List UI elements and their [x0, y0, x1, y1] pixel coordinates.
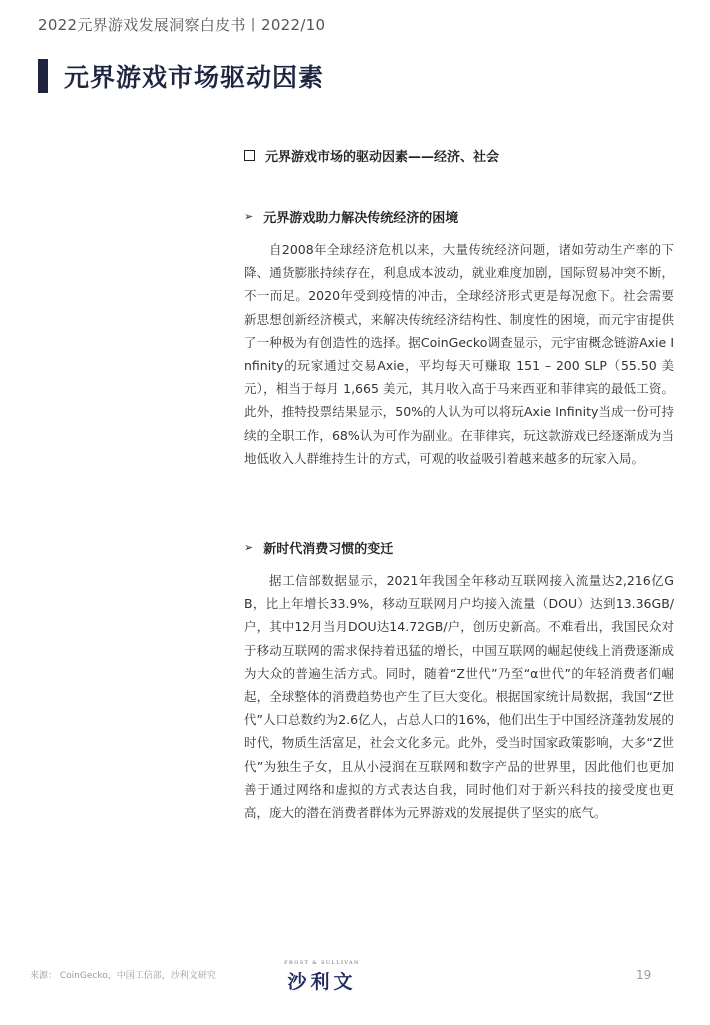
checkbox-bullet-icon — [244, 150, 255, 161]
document-header: 2022元界游戏发展洞察白皮书丨2022/10 — [38, 16, 326, 34]
page-number: 19 — [636, 968, 652, 982]
footer-source: 来源： CoinGecko，中国工信部，沙利文研究 — [30, 971, 216, 981]
page-title: 元界游戏市场驱动因素 — [64, 63, 325, 92]
subheading-consumption — [244, 538, 674, 557]
title-accent-bar — [38, 59, 48, 93]
subheading-economy — [244, 207, 674, 226]
section-heading — [244, 146, 499, 165]
arrow-bullet-icon: ➢ — [244, 541, 254, 554]
subheading-consumption-text: 新时代消费习惯的变迁 — [263, 542, 394, 557]
block-economy — [244, 207, 674, 470]
page-title-block — [38, 58, 324, 94]
arrow-bullet-icon: ➢ — [244, 210, 254, 223]
paragraph-economy: 自2008年全球经济危机以来，大量传统经济问题，诸如劳动生产率的下降、通货膨胀持续存在，利息成本波动，就业难度加剧，国际贸易冲突不断，不一而足。2020年受到疫情的冲击，全球经济形式更是每况愈下。社会需要新思想创新经济模式，来解决传统经济结构性、制度性的困境，而元宇宙提供了一种极为有创造性的选择。据CoinGecko调查显示，元宇宙概念链游Axie Infinity的玩家通过交易Axie，平均每天可赚取 151 – 200 SLP（55.50 美元），相当于每月 1,665 美元，其月收入高于马来西亚和菲律宾的最低工资。此外，推特投票结果显示，50%的人认为可以将玩Axie Infinity当成一份可持续的全职工作，68%认为可作为副业。在菲律宾，玩这款游戏已经逐渐成为当地低收入人群维持生计的方式，可观的收益吸引着越来越多的玩家入局。 — [244, 242, 674, 466]
block-consumption — [244, 538, 674, 824]
section-heading-text: 元界游戏市场的驱动因素——经济、社会 — [265, 150, 500, 165]
paragraph-consumption: 据工信部数据显示，2021年我国全年移动互联网接入流量达2,216亿GB，比上年增长33.9%，移动互联网月户均接入流量（DOU）达到13.36GB/户，其中12月当月DOU达14.72GB/户，创历史新高。不难看出，我国民众对于移动互联网的需求保持着迅猛的增长，中国互联网的崛起使线上消费逐渐成为大众的普遍生活方式。同时，随着“Z世代”乃至“α世代”的年轻消费者们崛起，全球整体的消费趋势也产生了巨大变化。根据国家统计局数据，我国“Z世代”人口总数约为2.6亿人，占总人口的16%，他们出生于中国经济蓬勃发展的时代，物质生活富足，社会文化多元。此外，受当时国家政策影响，大多“Z世代”为独生子女，且从小浸润在互联网和数字产品的世界里，因此他们也更加善于通过网络和虚拟的方式表达自我，同时他们对于新兴科技的接受度也更高，庞大的潜在消费者群体为元界游戏的发展提供了坚实的底气。 — [244, 573, 674, 821]
subheading-economy-text: 元界游戏助力解决传统经济的困境 — [263, 211, 459, 226]
frost-sullivan-logo — [272, 960, 372, 994]
logo-english-text: FROST & SULLIVAN — [284, 960, 360, 966]
logo-chinese-text: 沙利文 — [287, 971, 357, 993]
